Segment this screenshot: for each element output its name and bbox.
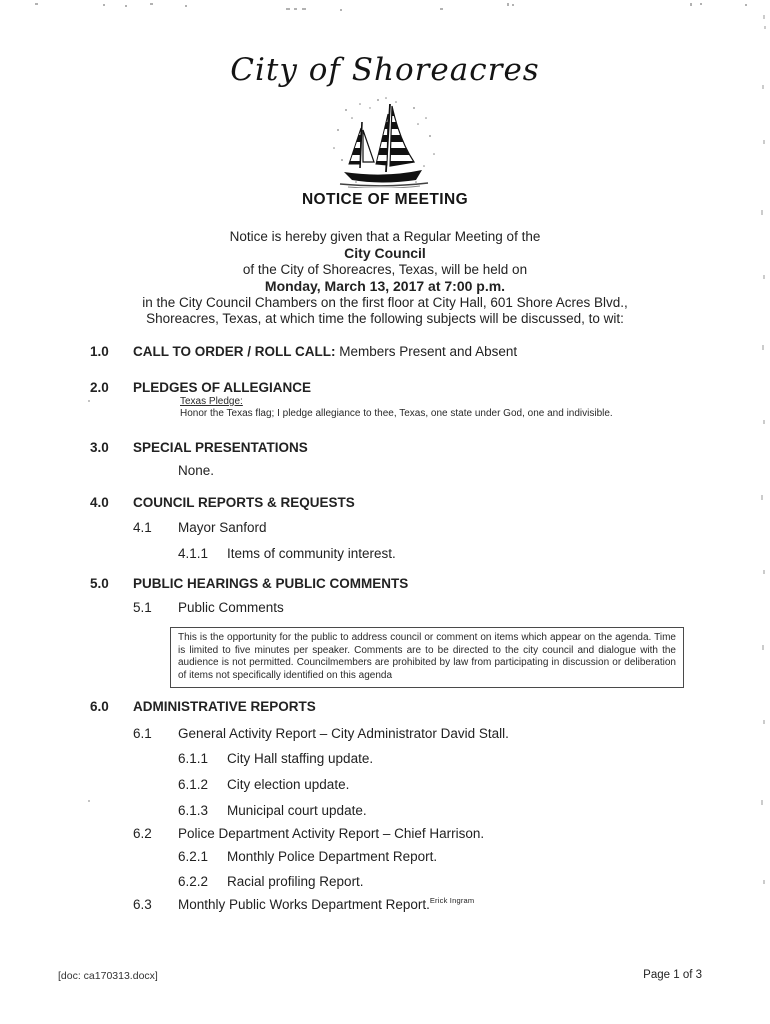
- item-number: 2.0: [90, 380, 109, 395]
- item-number: 3.0: [90, 440, 109, 455]
- agenda-item-6-3: [133, 896, 474, 912]
- agenda-item-6-1-1: [178, 751, 373, 766]
- agenda-item-3-none: [178, 463, 214, 478]
- footer-doc-reference: [doc: ca170313.docx]: [58, 970, 158, 982]
- intro-line-date: Monday, March 13, 2017 at 7:00 p.m.: [264, 278, 506, 295]
- agenda-item-1-0: [90, 344, 517, 359]
- agenda-item-5-1: [133, 600, 284, 615]
- agenda-item-6-2-2: [178, 874, 364, 889]
- item-title-rest: Members Present and Absent: [335, 344, 518, 359]
- item-title: ADMINISTRATIVE REPORTS: [133, 699, 316, 714]
- notice-heading: NOTICE OF MEETING: [301, 191, 469, 208]
- item-text: Racial profiling Report.: [227, 874, 364, 889]
- agenda-item-4-1-1: [178, 546, 396, 561]
- item-superscript-author: Erick Ingram: [429, 896, 475, 905]
- item-number: 1.0: [90, 344, 109, 359]
- intro-line: Shoreacres, Texas, at which time the following subjects will be discussed, to wit:: [146, 311, 624, 327]
- item-title: SPECIAL PRESENTATIONS: [133, 440, 308, 455]
- agenda-item-6-2: [133, 826, 484, 841]
- item-text: Monthly Public Works Department Report.: [178, 897, 430, 912]
- item-text: Items of community interest.: [227, 546, 396, 561]
- none-text: None.: [178, 463, 215, 478]
- item-title: COUNCIL REPORTS & REQUESTS: [133, 495, 355, 510]
- item-title: CALL TO ORDER / ROLL CALL:: [133, 344, 336, 359]
- item-text: Monthly Police Department Report.: [227, 849, 438, 864]
- intro-paragraph: [0, 229, 770, 327]
- agenda-item-6-0: [90, 699, 316, 714]
- sailboat-logo: [326, 96, 444, 188]
- intro-line: of the City of Shoreacres, Texas, will be held on: [242, 261, 528, 277]
- item-number: 6.1: [133, 726, 152, 741]
- agenda-item-6-2-1: [178, 849, 437, 864]
- item-number: 4.1: [133, 520, 152, 535]
- item-number: 4.0: [90, 495, 109, 510]
- intro-line: in the City Council Chambers on the first floor at City Hall, 601 Shore Acres Blvd.,: [142, 294, 628, 310]
- item-text: Police Department Activity Report – Chief Harrison.: [178, 826, 485, 841]
- public-comments-notice-box: This is the opportunity for the public to address council or comment on items which appear on the agenda. Time is limited to five minutes per speaker. Comments are to be directed to the city council and dialogue with the audience is not permitted. Councilmembers are prohibited by law from participating in discussion or deliberation of items not specifically identified on this agenda: [170, 627, 684, 688]
- item-title: PLEDGES OF ALLEGIANCE: [133, 380, 312, 395]
- agenda-item-4-1: [133, 520, 267, 535]
- item-number: 6.1.2: [178, 777, 209, 792]
- intro-line-city-council: City Council: [344, 245, 426, 262]
- item-text: Municipal court update.: [227, 803, 367, 818]
- item-title: PUBLIC HEARINGS & PUBLIC COMMENTS: [133, 576, 409, 591]
- page-title: City of Shoreacres: [230, 52, 540, 88]
- agenda-item-4-0: [90, 495, 355, 510]
- intro-line: Notice is hereby given that a Regular Meeting of the: [229, 229, 541, 244]
- item-text: Mayor Sanford: [178, 520, 267, 535]
- item-text: General Activity Report – City Administrator David Stall.: [178, 726, 509, 741]
- item-number: 6.2.1: [178, 849, 209, 864]
- agenda-item-6-1-2: [178, 777, 349, 792]
- item-number: 6.1.3: [178, 803, 209, 818]
- item-number: 5.0: [90, 576, 109, 591]
- pledge-text: Honor the Texas flag; I pledge allegiance to thee, Texas, one state under God, one and indivisible.: [180, 407, 613, 419]
- agenda-item-6-1: [133, 726, 509, 741]
- item-number: 5.1: [133, 600, 152, 615]
- item-number: 6.0: [90, 699, 109, 714]
- item-number: 4.1.1: [178, 546, 209, 561]
- item-text: City election update.: [227, 777, 350, 792]
- agenda-item-2-0: [90, 380, 311, 395]
- footer-page-number: Page 1 of 3: [643, 969, 702, 981]
- texas-pledge-note: [180, 396, 613, 419]
- item-number: 6.2: [133, 826, 152, 841]
- item-text: City Hall staffing update.: [227, 751, 374, 766]
- item-number: 6.3: [133, 897, 152, 912]
- item-number: 6.2.2: [178, 874, 209, 889]
- pledge-label: Texas Pledge:: [180, 396, 243, 407]
- agenda-item-6-1-3: [178, 803, 367, 818]
- item-number: 6.1.1: [178, 751, 209, 766]
- agenda-item-5-0: [90, 576, 408, 591]
- agenda-item-3-0: [90, 440, 308, 455]
- item-text: Public Comments: [178, 600, 284, 615]
